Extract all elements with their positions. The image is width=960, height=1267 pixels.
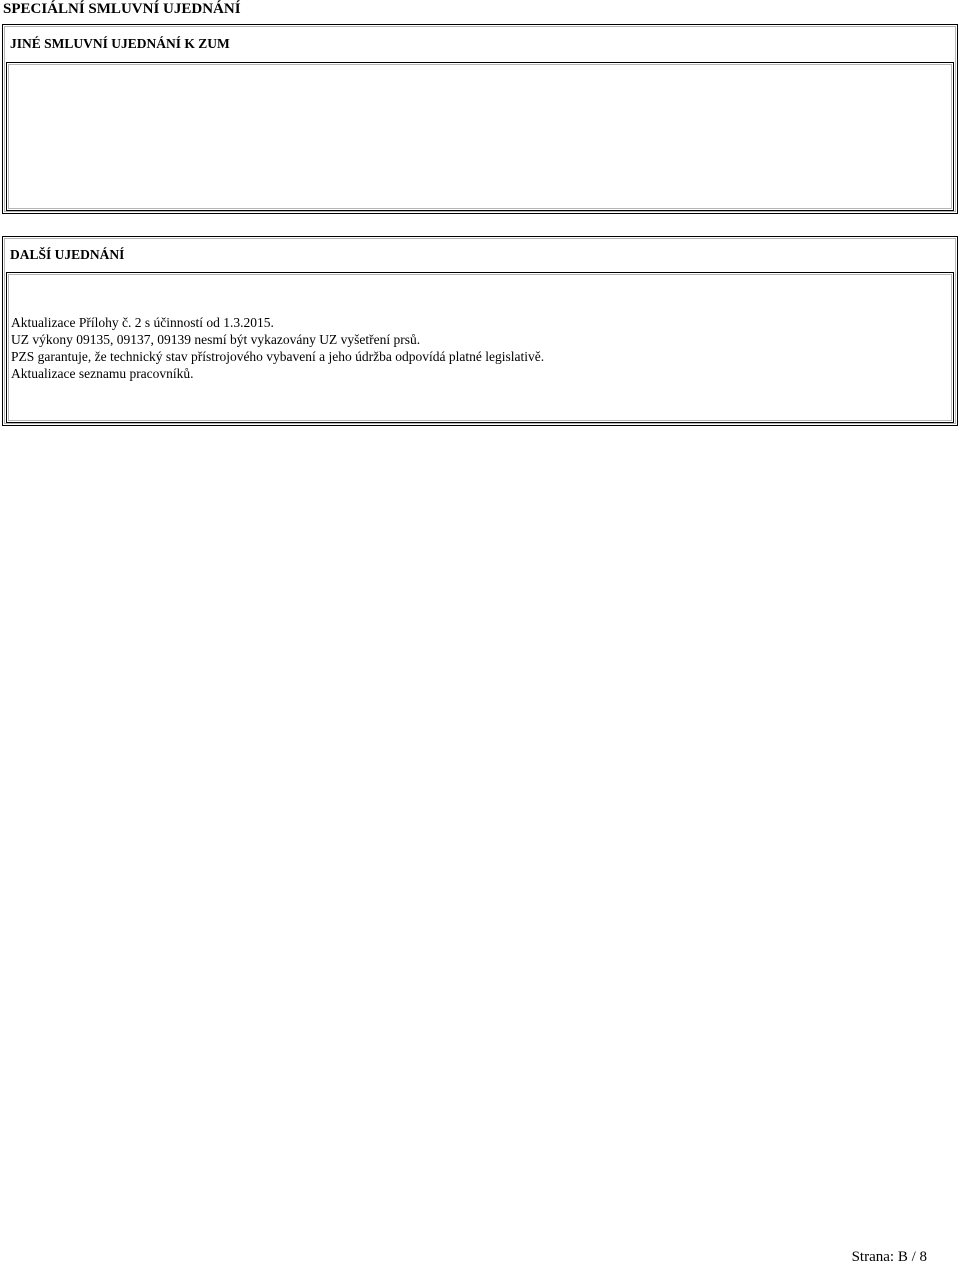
section-content-empty: [6, 62, 954, 211]
section-heading: DALŠÍ UJEDNÁNÍ: [10, 247, 125, 262]
section-content: [6, 272, 954, 423]
note-line: Aktualizace Přílohy č. 2 s účinností od 1.3.2015.: [11, 315, 274, 330]
notes-list: [11, 314, 544, 382]
note-line: PZS garantuje, že technický stav přístrojového vybavení a jeho údržba odpovídá platné legislativě.: [11, 349, 545, 364]
note-line: Aktualizace seznamu pracovníků.: [11, 366, 194, 381]
page-title: SPECIÁLNÍ SMLUVNÍ UJEDNÁNÍ: [3, 1, 241, 17]
section-other-agreements-zum: [2, 24, 958, 214]
page-number: Strana: B / 8: [851, 1249, 927, 1265]
section-heading: JINÉ SMLUVNÍ UJEDNÁNÍ K ZUM: [10, 36, 230, 51]
note-line: UZ výkony 09135, 09137, 09139 nesmí být vykazovány UZ vyšetření prsů.: [11, 332, 421, 347]
section-further-agreements: [2, 236, 958, 426]
